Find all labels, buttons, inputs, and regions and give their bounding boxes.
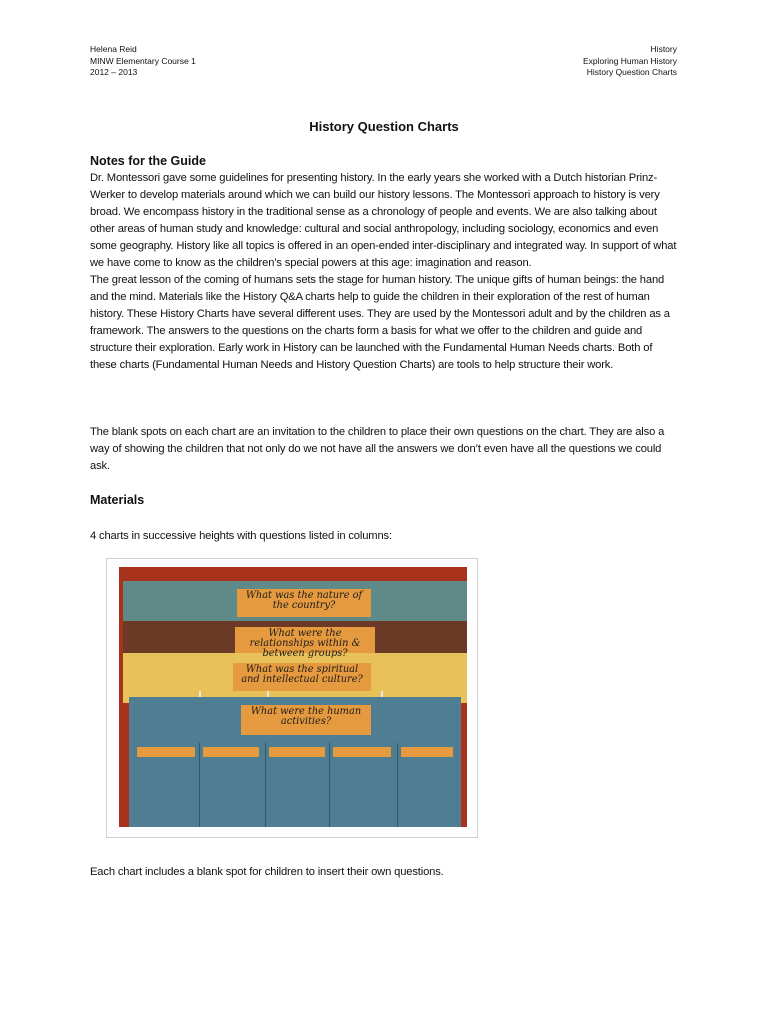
unit: Exploring Human History bbox=[582, 55, 677, 66]
chart-3-label: What was the spiritual and intellectual culture? bbox=[233, 663, 371, 691]
materials-heading: Materials bbox=[90, 493, 145, 507]
column-question-card bbox=[269, 747, 325, 757]
column-question-card bbox=[203, 747, 259, 757]
photo-background bbox=[119, 567, 467, 827]
paragraph-3: The blank spots on each chart are an invitation to the children to place their own questions on the chart. They are also a way of showing the children that not only do we not have all the answers we don’t even have all the questions we could ask. bbox=[90, 426, 665, 472]
column-divider bbox=[199, 743, 200, 827]
paragraph-1: Dr. Montessori gave some guidelines for presenting history. In the early years she worked with a Dutch historian Prinz-Werker to develop materials around which we can build our history lessons. The Montessori approach to history is very broad. We encompass history in the traditional sense as a chronology of people and events. We are also talking about other areas of human study and knowledge: cultural and social anthropology, including sociology, economics and even some geography. History like all topics is offered in an open-ended inter-disciplinary and integrated way. In support of what we have come to know as the children’s special powers at this age: imagination and reason. bbox=[90, 172, 677, 269]
chart-1-label: What was the nature of the country? bbox=[237, 589, 371, 617]
header-right bbox=[583, 44, 677, 79]
column-question-card bbox=[333, 747, 391, 757]
page-title: History Question Charts bbox=[309, 119, 459, 134]
column-divider bbox=[397, 743, 398, 827]
charts-photo bbox=[106, 558, 478, 838]
topic: History Question Charts bbox=[586, 67, 677, 77]
paragraph-2: The great lesson of the coming of humans sets the stage for human history. The unique gifts of human beings: the hand and the mind. Materials like the History Q&A charts help to guide the children in their exploration of the rest of human history. These History Charts have several different uses. They are used by the Montessori adult and by the children as a framework. The answers to the questions on the charts form a basis for what we offer to the children and guide and structure their exploration. Early work in History can be launched with the Fundamental Human Needs charts. Both of these charts (Fundamental Human Needs and History Question Charts) are tools to help structure their work. bbox=[90, 274, 670, 371]
chart-2-label: What were the relationships within & between groups? bbox=[235, 627, 375, 653]
column-question-card bbox=[401, 747, 453, 757]
column-divider bbox=[329, 743, 330, 827]
header-left bbox=[90, 44, 196, 79]
photo-caption: Each chart includes a blank spot for children to insert their own questions. bbox=[90, 866, 444, 878]
materials-text: 4 charts in successive heights with questions listed in columns: bbox=[90, 530, 392, 542]
subject: History bbox=[650, 44, 677, 54]
school-year: 2012 – 2013 bbox=[90, 67, 138, 77]
blank-spots-note bbox=[90, 424, 680, 475]
chart-4-label: What were the human activities? bbox=[241, 705, 371, 735]
notes-body bbox=[90, 170, 680, 374]
column-question-card bbox=[137, 747, 195, 757]
author-name: Helena Reid bbox=[90, 44, 137, 54]
column-divider bbox=[265, 743, 266, 827]
course-name: MINW Elementary Course 1 bbox=[90, 55, 196, 66]
notes-heading: Notes for the Guide bbox=[90, 154, 206, 168]
